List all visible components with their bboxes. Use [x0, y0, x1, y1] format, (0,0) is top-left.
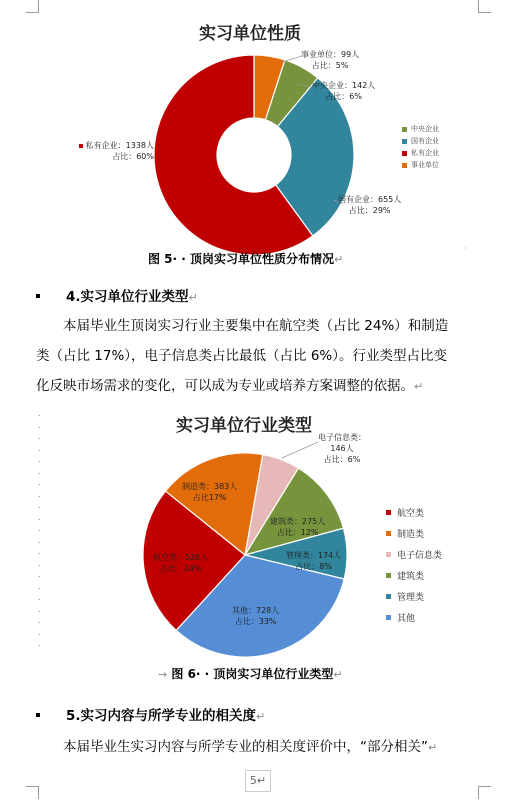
- chart2-legend-item: 其他: [386, 611, 415, 624]
- chart1-title: 实习单位性质: [199, 24, 301, 44]
- margin-marks: . . . . . . . . . . . . . . . . . . . . .: [38, 409, 41, 648]
- chart2-title: 实习单位行业类型: [176, 416, 312, 436]
- chart2-legend-item: 航空类: [386, 506, 424, 519]
- page-number-box: 5↵: [245, 770, 271, 792]
- heading-bullet: [36, 294, 40, 298]
- figure5-caption: 图 5· · 顶岗实习单位性质分布情况↵: [148, 252, 344, 266]
- chart2-legend-item: 制造类: [386, 527, 424, 540]
- chart2-label-dianzi: 电子信息类： 146人 占比：6%: [318, 433, 366, 464]
- section4-line: 化反映市场需求的变化，可以成为专业或培养方案调整的依据。↵: [36, 378, 424, 394]
- crop-mark-bottom-right: [478, 786, 491, 799]
- section4-line: 本届毕业生顶岗实习行业主要集中在航空类（占比 24%）和制造: [63, 318, 449, 334]
- chart2-leader-line: [282, 442, 318, 458]
- small-dot: ·: [464, 244, 467, 253]
- chart2-label-guanli: 管理类：174人 占比：8%: [286, 551, 342, 571]
- chart1-label-guoyou: 国有企业：655人 占比：29%: [338, 195, 402, 215]
- chart1-plot: [0, 0, 520, 260]
- chart2-legend-item: 电子信息类: [386, 548, 442, 561]
- chart2-legend-item: 管理类: [386, 590, 424, 603]
- chart1-label-siyou: 私有企业：1338人 占比：60%: [82, 140, 154, 162]
- chart1-leader-line: [282, 56, 302, 62]
- chart2-label-zhizao: 制造类：383人 占比17%: [182, 482, 238, 502]
- chart1-legend-item: 事业单位: [402, 160, 439, 170]
- section5-paragraph: 本届毕业生实习内容与所学专业的相关度评价中，“部分相关”↵: [63, 739, 438, 755]
- chart1-label-zhongyang: 中央企业：142人 占比：6%: [312, 81, 376, 101]
- section5-heading: 5.实习内容与所学专业的相关度↵: [66, 708, 266, 724]
- section4-paragraph: [36, 311, 448, 402]
- chart2-label-qita: 其他：728人 占比：33%: [232, 606, 280, 626]
- heading-bullet: [36, 713, 40, 717]
- chart2-legend-item: 建筑类: [386, 569, 424, 582]
- figure6-caption: → 图 6· · 顶岗实习单位行业类型↵: [158, 667, 343, 681]
- chart2-label-jianzhu: 建筑类：275人 占比：12%: [270, 517, 326, 537]
- page-number: 5: [249, 774, 257, 787]
- crop-mark-bottom-left: [26, 786, 39, 799]
- chart1-label-shiye: 事业单位：99人 占比：5%: [301, 50, 360, 70]
- chart1-legend-item: 中央企业: [402, 124, 439, 134]
- section4-heading: 4.实习单位行业类型↵: [66, 289, 198, 305]
- chart1-legend-item: 私有企业: [402, 148, 439, 158]
- section4-line: 类（占比 17%），电子信息类占比最低（占比 6%）。行业类型占比变: [36, 348, 448, 364]
- chart1-legend-item: 国有企业: [402, 136, 439, 146]
- chart2-label-hangkong: 航空类：528人 占比：24%: [153, 553, 209, 573]
